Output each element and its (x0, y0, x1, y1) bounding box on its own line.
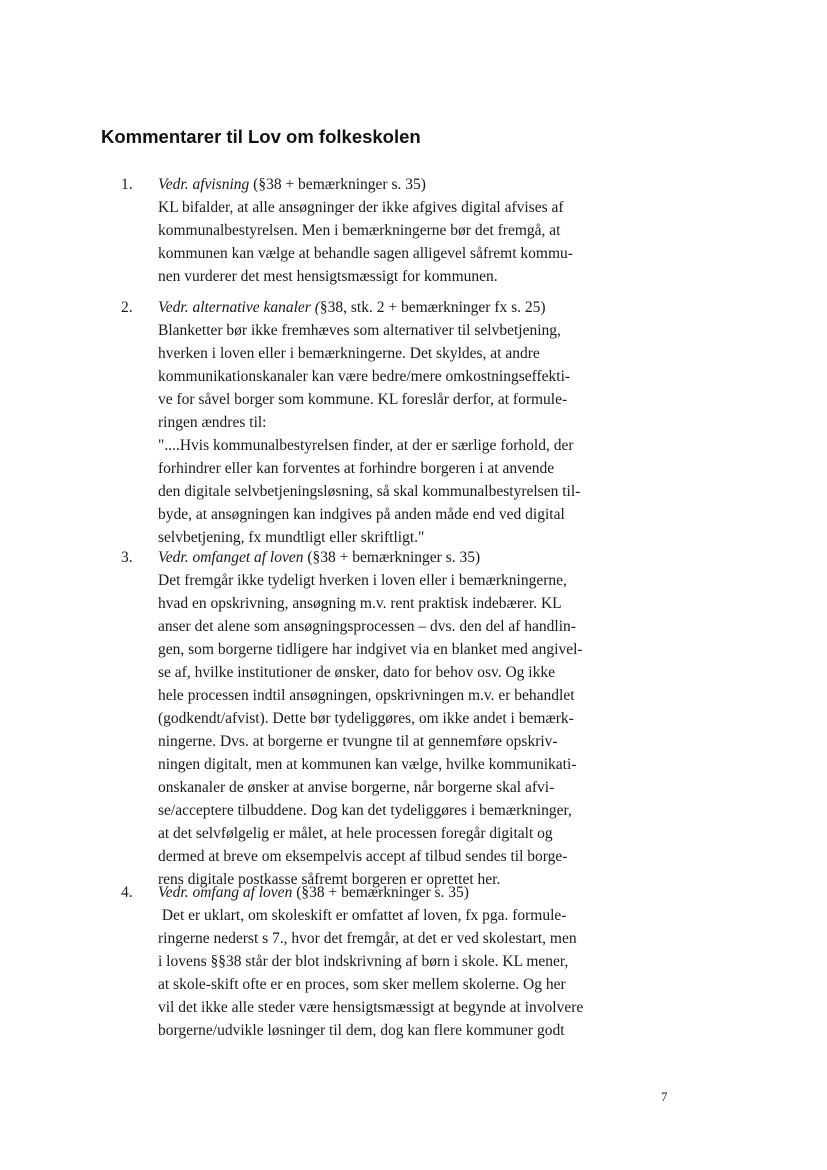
page-number: 7 (661, 1089, 668, 1104)
body-line: se/acceptere tilbuddene. Dog kan det tydeliggøres i bemærkninger, (158, 802, 572, 819)
body-line: gen, som borgerne tidligere har indgivet via en blanket med angivel- (158, 641, 583, 658)
body-line: hverken i loven eller i bemærkningerne. Det skyldes, at andre (158, 345, 540, 362)
body-line: vil det ikke alle steder være hensigtsmæssigt at begynde at involvere (158, 999, 584, 1016)
item-number: 1. (121, 176, 133, 193)
item-title-reference: (§38 + bemærkninger s. 35) (249, 176, 426, 193)
item-title-reference: (§38 + bemærkninger s. 35) (292, 884, 469, 901)
item-body (158, 569, 641, 891)
body-line: nen vurderer det mest hensigtsmæssigt for kommunen. (158, 268, 498, 285)
body-line: Det er uklart, om skoleskift er omfattet af loven, fx pga. formule- (158, 907, 567, 924)
body-line: dermed at breve om eksempelvis accept af tilbud sendes til borge- (158, 848, 568, 865)
item-title-reference: (§38 + bemærkninger s. 35) (303, 549, 481, 566)
body-line: Blanketter bør ikke fremhæves som alternativer til selvbetjening, (158, 322, 561, 339)
comment-item-3 (121, 546, 641, 891)
body-line: ningen digitalt, men at kommunen kan vælge, hvilke kommunikati- (158, 756, 577, 773)
body-line: KL bifalder, at alle ansøgninger der ikke afgives digital afvises af (158, 199, 564, 216)
body-line: onskanaler de ønsker at anvise borgerne, når borgerne skal afvi- (158, 779, 555, 796)
comment-item-2 (121, 296, 641, 549)
item-body (158, 904, 641, 1042)
body-line: kommunikationskanaler kan være bedre/mere omkostningseffekti- (158, 368, 571, 385)
body-line: i lovens §§38 står der blot indskrivning af børn i skole. KL mener, (158, 953, 569, 970)
comment-item-4 (121, 881, 641, 1042)
comment-item-1 (121, 173, 641, 288)
body-line: forhindrer eller kan forventes at forhindre borgeren i at anvende (158, 460, 555, 477)
item-title (158, 546, 641, 569)
item-title (158, 881, 641, 904)
body-line: hvad en opskrivning, ansøgning m.v. rent praktisk indebærer. KL (158, 595, 562, 612)
body-line: den digitale selvbetjeningsløsning, så skal kommunalbestyrelsen til- (158, 483, 581, 500)
item-title-italic: Vedr. omfanget af loven (158, 549, 304, 566)
body-line: selvbetjening, fx mundtligt eller skriftligt." (158, 529, 425, 546)
item-title-italic: Vedr. alternative kanaler ( (158, 299, 320, 316)
body-line: at det selvfølgelig er målet, at hele processen foregår digitalt og (158, 825, 553, 842)
body-line: hele processen indtil ansøgningen, opskrivningen m.v. er behandlet (158, 687, 575, 704)
body-line: Det fremgår ikke tydeligt hverken i loven eller i bemærkningerne, (158, 572, 567, 589)
item-body (158, 319, 641, 549)
item-title-italic: Vedr. afvisning (158, 176, 250, 193)
body-line: (godkendt/afvist). Dette bør tydeliggøres, om ikke andet i bemærk- (158, 710, 574, 727)
body-line: ve for såvel borger som kommune. KL foreslår derfor, at formule- (158, 391, 568, 408)
item-number: 4. (121, 884, 133, 901)
item-title (158, 173, 641, 196)
body-line: "....Hvis kommunalbestyrelsen finder, at der er særlige forhold, der (158, 437, 574, 454)
body-line: rens digitale postkasse såfremt borgeren er oprettet her. (158, 871, 501, 888)
body-line: anser det alene som ansøgningsprocessen – dvs. den del af handlin- (158, 618, 576, 635)
body-line: kommunalbestyrelsen. Men i bemærkningerne bør det fremgå, at (158, 222, 561, 239)
page-heading: Kommentarer til Lov om folkeskolen (101, 126, 421, 147)
item-title-italic: Vedr. omfang af loven (158, 884, 293, 901)
body-line: at skole-skift ofte er en proces, som sker mellem skolerne. Og her (158, 976, 566, 993)
item-title (158, 296, 641, 319)
body-line: kommunen kan vælge at behandle sagen alligevel såfremt kommu- (158, 245, 573, 262)
body-line: se af, hvilke institutioner de ønsker, dato for behov osv. Og ikke (158, 664, 555, 681)
item-number: 2. (121, 299, 133, 316)
body-line: borgerne/udvikle løsninger til dem, dog kan flere kommuner godt (158, 1022, 565, 1039)
body-line: ringen ændres til: (158, 414, 267, 431)
body-line: byde, at ansøgningen kan indgives på anden måde end ved digital (158, 506, 565, 523)
body-line: ningerne. Dvs. at borgerne er tvungne til at gennemføre opskriv- (158, 733, 558, 750)
item-title-reference: §38, stk. 2 + bemærkninger fx s. 25) (319, 299, 546, 316)
item-number: 3. (121, 549, 133, 566)
item-body (158, 196, 641, 288)
body-line: ringerne nederst s 7., hvor det fremgår, at det er ved skolestart, men (158, 930, 577, 947)
